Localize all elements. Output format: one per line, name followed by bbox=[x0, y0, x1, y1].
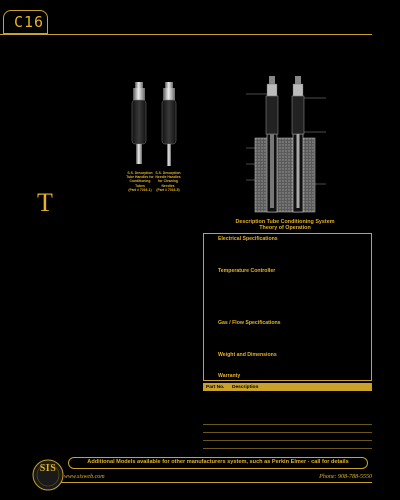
needle-handles-illustration bbox=[126, 80, 186, 170]
part-no-column: Part No. bbox=[206, 384, 225, 390]
drop-cap: T bbox=[37, 188, 53, 217]
temperature-spec-heading: Temperature Controller bbox=[218, 268, 276, 274]
weight-dimensions-heading: Weight and Dimensions bbox=[218, 352, 277, 358]
website-link[interactable]: www.sisweb.com bbox=[64, 474, 105, 480]
phone-number: Phone: 908-788-5550 bbox=[319, 474, 372, 480]
diagram-caption-subtitle: Theory of Operation bbox=[259, 225, 311, 231]
needle-handle-caption: S.S. Desorption Needle Handles for Cleaning Needles (Part # 7016-5) bbox=[155, 171, 181, 192]
tube-handle-icon bbox=[132, 82, 146, 164]
table-row-rule bbox=[203, 448, 372, 449]
needle-handle-icon bbox=[162, 82, 176, 166]
table-row-rule bbox=[203, 432, 372, 433]
gas-flow-spec-heading: Gas / Flow Specifications bbox=[218, 320, 281, 326]
header-rule bbox=[0, 34, 372, 35]
sis-logo-text: SIS bbox=[39, 463, 57, 474]
footer-banner-text: Additional Models available for other manufacturers system, such as Perkin Elmer - call for details bbox=[87, 459, 349, 465]
tube-handle-caption: S.S. Desorption Tube Handles for Conditioning Tubes (Part # 7016-1) bbox=[126, 171, 154, 192]
warranty-heading: Warranty bbox=[218, 373, 241, 379]
electrical-spec-heading: Electrical Specifications bbox=[218, 236, 278, 242]
specifications-panel bbox=[203, 233, 372, 381]
part-table-header bbox=[203, 383, 372, 391]
conditioning-system-diagram bbox=[240, 72, 330, 217]
footer-rule bbox=[60, 482, 372, 483]
table-row-rule bbox=[203, 424, 372, 425]
diagram-caption-title: Description Tube Conditioning System bbox=[235, 219, 335, 225]
description-column: Description bbox=[232, 384, 259, 390]
page-code: C16 bbox=[14, 13, 45, 31]
table-row-rule bbox=[203, 440, 372, 441]
